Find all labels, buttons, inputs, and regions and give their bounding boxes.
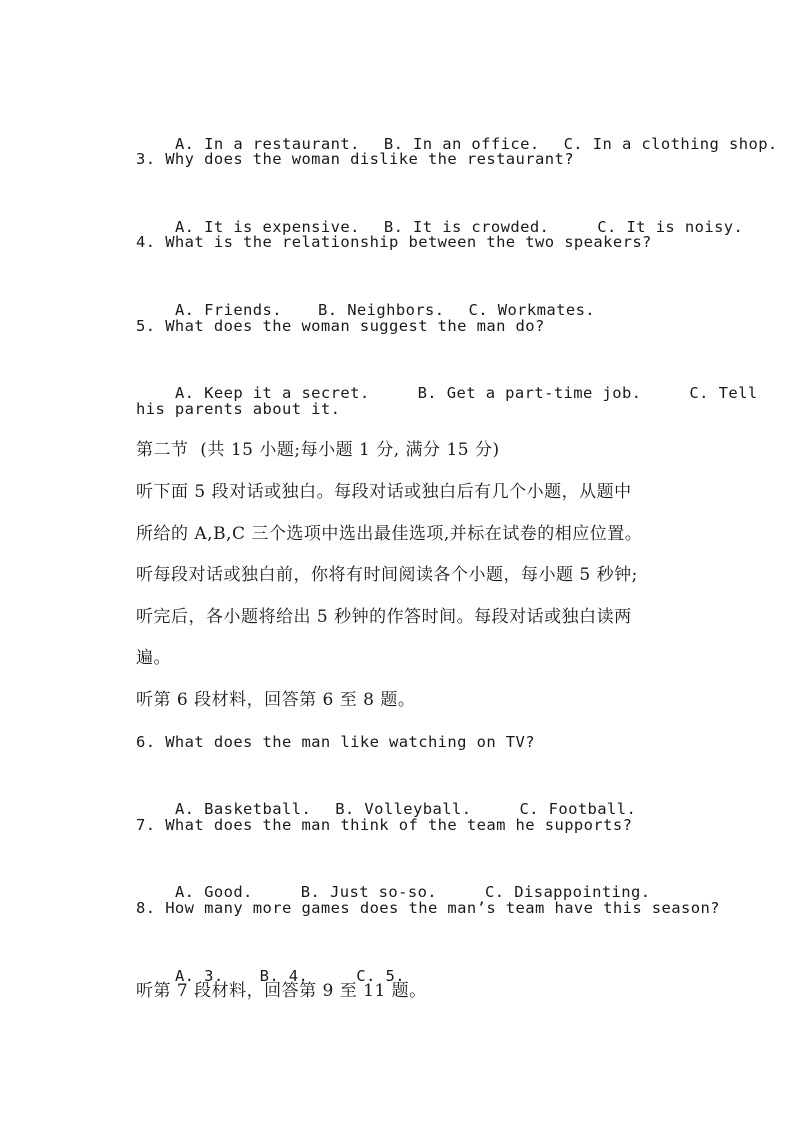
option-b: B. 4. bbox=[259, 967, 309, 985]
instruction-line-4: 听完后，各小题将给出 5 秒钟的作答时间。每段对话或独白读两 bbox=[136, 607, 632, 627]
instruction-line-2: 所给的 A,B,C 三个选项中选出最佳选项,并标在试卷的相应位置。 bbox=[136, 524, 643, 544]
instruction-line-5: 遍。 bbox=[136, 648, 171, 668]
q5-options bbox=[136, 354, 758, 402]
option-b: B. Get a part-time job. bbox=[417, 384, 642, 402]
material-6-heading: 听第 6 段材料，回答第 6 至 8 题。 bbox=[136, 690, 416, 710]
option-c: C. Workmates. bbox=[468, 301, 596, 319]
option-c: C. Football. bbox=[519, 800, 637, 818]
option-a: A. It is expensive. bbox=[174, 218, 360, 236]
option-c: C. Tell bbox=[689, 384, 758, 402]
question-7: 7. What does the man think of the team he supports? bbox=[136, 816, 633, 834]
option-c: C. In a clothing shop. bbox=[563, 135, 778, 153]
instruction-line-3: 听每段对话或独白前，你将有时间阅读各个小题，每小题 5 秒钟; bbox=[136, 565, 638, 585]
option-a: A. Basketball. bbox=[174, 800, 312, 818]
option-b: B. Neighbors. bbox=[318, 301, 445, 319]
q3-options bbox=[136, 188, 744, 236]
q2-options bbox=[136, 105, 778, 153]
option-b: B. Just so-so. bbox=[300, 883, 438, 901]
option-a: A. 3. bbox=[174, 967, 224, 985]
question-4: 4. What is the relationship between the two speakers? bbox=[136, 233, 652, 251]
option-a: A. In a restaurant. bbox=[174, 135, 360, 153]
question-3: 3. Why does the woman dislike the restaurant? bbox=[136, 150, 574, 168]
material-7-heading: 听第 7 段材料，回答第 9 至 11 题。 bbox=[136, 981, 427, 1001]
option-c: C. Disappointing. bbox=[485, 883, 651, 901]
option-c: C. It is noisy. bbox=[597, 218, 744, 236]
instruction-line-1: 听下面 5 段对话或独白。每段对话或独白后有几个小题，从题中 bbox=[136, 482, 632, 502]
option-a: A. Friends. bbox=[174, 301, 282, 319]
q4-options bbox=[136, 271, 734, 319]
q7-options bbox=[136, 853, 734, 901]
q8-options bbox=[136, 937, 734, 985]
q6-options bbox=[136, 770, 734, 818]
q5-options-continued: his parents about it. bbox=[136, 400, 341, 418]
option-b: B. It is crowded. bbox=[383, 218, 550, 236]
option-c: C. 5. bbox=[356, 967, 405, 985]
question-5: 5. What does the woman suggest the man do? bbox=[136, 317, 545, 335]
option-b: B. In an office. bbox=[383, 135, 540, 153]
option-a: A. Good. bbox=[174, 883, 253, 901]
question-6: 6. What does the man like watching on TV? bbox=[136, 733, 536, 751]
section-heading: 第二节 (共 15 小题;每小题 1 分, 满分 15 分) bbox=[136, 440, 500, 460]
question-8: 8. How many more games does the man’s team have this season? bbox=[136, 899, 720, 917]
option-a: A. Keep it a secret. bbox=[174, 384, 370, 402]
option-b: B. Volleyball. bbox=[335, 800, 472, 818]
